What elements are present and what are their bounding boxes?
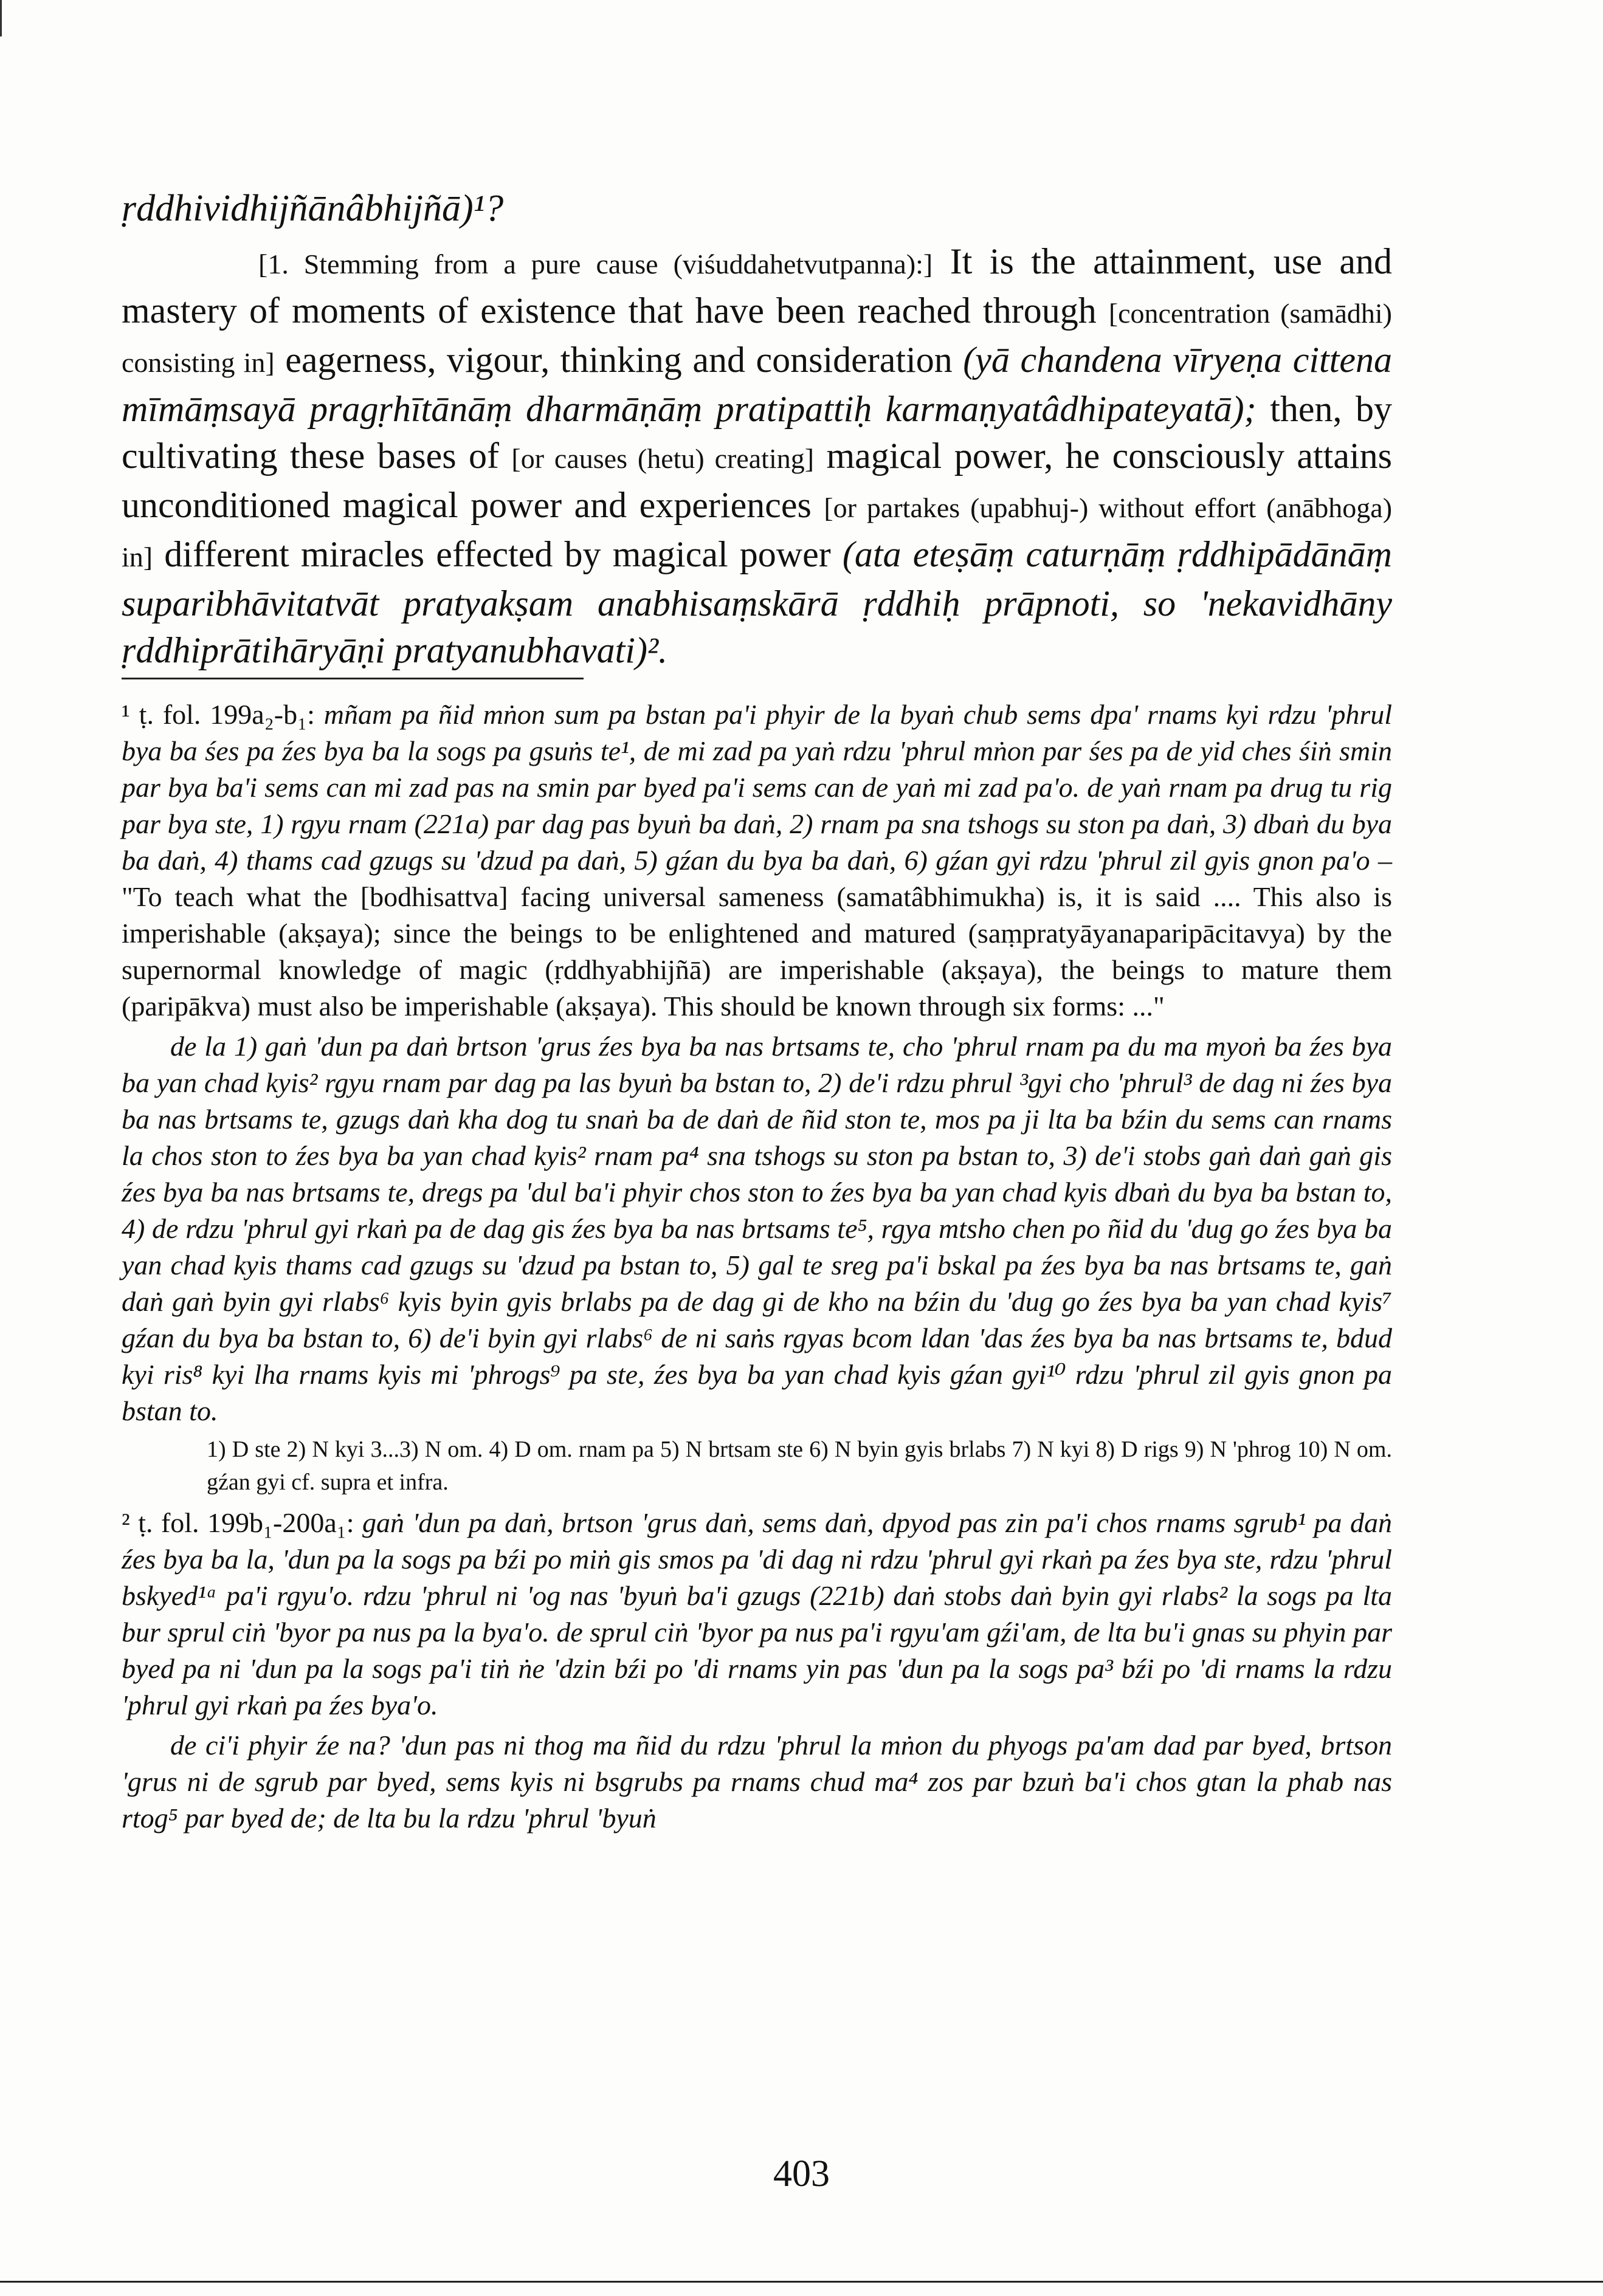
sanskrit-quote-2: (ata eteṣāṃ caturṇāṃ ṛddhipādānāṃ suparibhāvitatvāt pratyakṣam anabhisaṃskārā ṛddhiḥ prāpnoti, so 'nekavidhāny ṛddhiprātihāryāṇi pratyanubhavati)².	[122, 534, 1393, 670]
footnote-2-marker: ²	[122, 1507, 130, 1538]
body-text-4: magical power, he consciously attains unconditioned magical power and experiences	[122, 436, 1392, 525]
sanskrit-quote-1: (yā chandena vīryeṇa cittena mīmāṃsayā pragṛhītānāṃ dharmāṇāṃ pratipattiḥ karmaṇyatâdhipateyatā);	[122, 340, 1392, 429]
footnote-1-marker: ¹	[122, 699, 130, 730]
text-column	[122, 182, 1392, 1840]
scan-bottom-line	[0, 2281, 1603, 2283]
footnote-1-variants: 1) D ste 2) N kyi 3...3) N om. 4) D om. rnam pa 5) N brtsam ste 6) N byin gyis brlabs 7) N kyi 8) D rigs 9) N 'phrog 10) N om. gźan gyi cf. supra et infra.	[207, 1437, 1392, 1495]
footnote-1	[122, 696, 1392, 1025]
footnote-2	[122, 1505, 1392, 1724]
footnote-2-continued: de ci'i phyir źe na? 'dun pas ni thog ma ñid du rdzu 'phrul la mṅon du phyogs pa'am dad par byed, brtson 'grus ni de sgrub par byed, sems kyis ni bsgrubs pa rnams chud ma⁴ zos par bzuṅ ba'i chos gtan la phab nas rtog⁵ par byed de; de lta bu la rdzu 'phrul 'byuṅ	[122, 1730, 1392, 1834]
footnote-1-continued: de la 1) gaṅ 'dun pa daṅ brtson 'grus źes bya ba nas brtsams te, cho 'phrul rnam pa du ma myoṅ ba źes bya ba yan chad kyis² rgyu rnam par dag pa las byuṅ ba bstan to, 2) de'i rdzu phrul ³gyi cho 'phrul³ de dag ni źes bya ba nas brtsams te, gzugs daṅ kha dog tu snaṅ ba de daṅ de ñid ston te, mos pa ji lta ba bźin du sems can rnams la chos ston to źes bya ba yan chad kyis² rnam pa⁴ sna tshogs su ston pa bstan to, 3) de'i stobs gaṅ daṅ gaṅ gis źes bya ba nas brtsams te, dregs pa 'dul ba'i phyir chos ston to źes bya ba yan chad kyis dbaṅ du bya ba bstan to, 4) de rdzu 'phrul gyi rkaṅ pa de dag gis źes bya ba nas brtsams te⁵, rgya mtsho chen po ñid du 'dug go źes bya ba yan chad kyis thams cad gzugs su 'dzud pa bstan to, 5) gal te sreg pa'i bskal pa źes bya ba nas brtsams te, gaṅ daṅ gaṅ byin gyi rlabs⁶ kyis byin gyis brlabs pa de dag gi de kho na bźin du 'dug go źes bya ba yan chad kyis⁷ gźan du bya ba bstan to, 6) de'i byin gyi rlabs⁶ de ni saṅs rgyas bcom ldan 'das źes bya ba nas brtsams te, bdud kyi ris⁸ kyi lha rnams kyis mi 'phrogs⁹ pa ste, źes bya ba yan chad kyis gźan gyi¹⁰ rdzu 'phrul zil gyis gnon pa bstan to.	[122, 1031, 1392, 1426]
body-text-3: then, by cultivating these bases of	[122, 389, 1393, 476]
body-text-5: different miracles effected by magical power	[164, 534, 831, 574]
footnote-1-translation: – "To teach what the [bodhisattva] facing universal sameness (samatâbhimukha) is, it is said .... This also is imperishable (akṣaya); since the beings to be enlightened and matured (saṃpratyāyanaparipācitavya) by the supernormal knowledge of magic (ṛddhyabhijñā) are imperishable (akṣaya), the beings to mature them (paripākva) must also be imperishable (akṣaya). This should be known through six forms: ..."	[122, 845, 1393, 1022]
heading-fragment: ṛddhividhijñānâbhijñā)¹?	[122, 188, 504, 229]
bracket-intro: [1. Stemming from a pure cause (viśuddahetvutpanna):]	[258, 249, 933, 280]
body-text-1: It is the attainment, use and mastery of moments of existence that have been reached through	[122, 241, 1393, 331]
footnote-separator	[122, 678, 584, 679]
bracket-concentration: [concentration (samādhi) consisting in]	[122, 298, 1392, 378]
bracket-causes: [or causes (hetu) creating]	[511, 443, 815, 474]
footnote-2-ref: ṭ. fol. 199b₁-200a₁:	[138, 1507, 354, 1538]
main-paragraph	[122, 238, 1392, 674]
bracket-partakes: [or partakes (upabhuj-) without effort (anābhoga) in]	[122, 492, 1393, 572]
body-text-2: eagerness, vigour, thinking and consideration	[285, 340, 953, 380]
footnote-1-ref: ṭ. fol. 199a₂-b₁:	[139, 699, 315, 730]
footnote-1-tibetan: mñam pa ñid mṅon sum pa bstan pa'i phyir de la byaṅ chub sems dpa' rnams kyi rdzu 'phrul bya ba śes pa źes bya ba la sogs pa gsuṅs te¹, de mi zad pa yaṅ rdzu 'phrul mṅon par śes pa de yid ches śiṅ smin par bya ba'i sems can mi zad pas na smin par byed pa'i sems can de yaṅ mi zad pa'o. de yaṅ rnam pa drug tu rig par bya ste, 1) rgyu rnam (221a) par dag pas byuṅ ba daṅ, 2) rnam pa sna tshogs su ston pa daṅ, 3) dbaṅ du bya ba daṅ, 4) thams cad gzugs su 'dzud pa daṅ, 5) gźan du bya ba daṅ, 6) gźan gyi rdzu 'phrul zil gyis gnon pa'o	[122, 699, 1392, 876]
footnote-2-tibetan: gaṅ 'dun pa daṅ, brtson 'grus daṅ, sems daṅ, dpyod pas zin pa'i chos rnams sgrub¹ pa daṅ źes bya ba la, 'dun pa la sogs pa bźi po miṅ gis smos pa 'di dag ni rdzu 'phrul gyi rkaṅ pa źes bya ste, rdzu 'phrul bskyed¹ᵃ pa'i rgyu'o. rdzu 'phrul ni 'og nas 'byuṅ ba'i gzugs (221b) daṅ stobs daṅ byin gyi rlabs² la sogs pa lta bur sprul ciṅ 'byor pa nus pa la bya'o. de sprul ciṅ 'byor pa nus pa'i rgyu'am gźi'am, de lta bu'i gnas su phyin par byed pa ni 'dun pa la sogs pa'i tiṅ ṅe 'dzin bźi po 'di rnams yin pas 'dun pa la sogs pa³ bźi po 'di rnams la rdzu 'phrul gyi rkaṅ pa źes bya'o.	[122, 1507, 1392, 1720]
page-number: 403	[773, 2153, 830, 2195]
scan-edge-mark	[0, 0, 10, 36]
